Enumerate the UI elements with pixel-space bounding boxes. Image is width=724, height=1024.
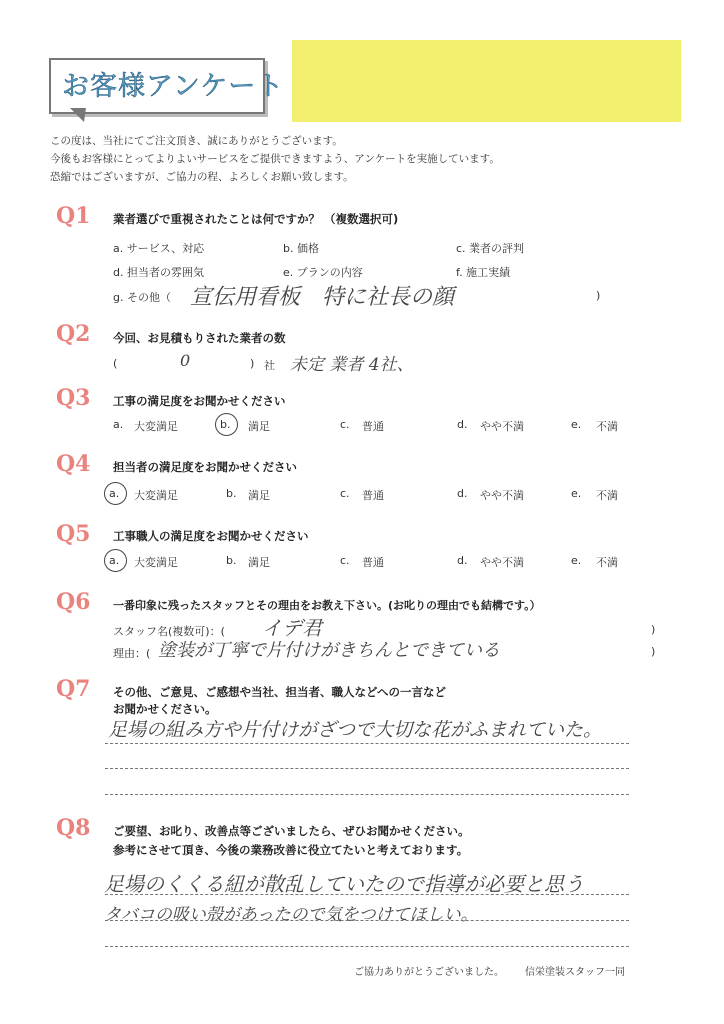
q5-label: Q5	[56, 521, 91, 547]
q4-option-c: 普通	[362, 489, 384, 502]
q1-option-a: a. サービス、対応	[113, 242, 205, 255]
q7-writing-line-3	[105, 794, 629, 795]
q1-option-b: b. 価格	[283, 242, 319, 255]
q7-label: Q7	[56, 676, 91, 702]
intro-line-3: 恐縮ではございますが、ご協力の程、よろしくお願い致します。	[50, 171, 354, 183]
q1-option-f: f. 施工実績	[456, 266, 511, 279]
q8-writing-line-2	[105, 920, 629, 921]
q2-answer: 未定 業者 4社、	[290, 355, 414, 375]
q6-reason-answer: 塗装が丁寧で片付けがきちんとできている	[158, 640, 500, 661]
q3-option-e: 不満	[596, 420, 618, 433]
q3-option-d: やや不満	[480, 420, 524, 433]
q1-option-e: e. プランの内容	[283, 266, 363, 279]
q3-option-e-key: e.	[571, 418, 582, 431]
q3-text: 工事の満足度をお聞かせください	[113, 394, 286, 408]
q6-reason-close: )	[651, 645, 656, 658]
q4-option-a-key: a.	[109, 487, 120, 500]
q8-answer-1: 足場のくくる紐が散乱していたので指導が必要と思う	[104, 872, 584, 896]
q6-text: 一番印象に残ったスタッフとその理由をお教え下さい。(お叱りの理由でも結構です。）	[113, 599, 541, 612]
q4-option-b-key: b.	[226, 487, 237, 500]
q7-text-2: お聞かせください。	[113, 702, 217, 716]
q6-staff-answer: イデ君	[262, 616, 322, 640]
title-box-tail	[70, 108, 86, 122]
q2-unit: 社	[264, 359, 275, 372]
q2-close-paren: )	[250, 357, 255, 370]
q4-option-d: やや不満	[480, 489, 524, 502]
q5-option-c: 普通	[362, 556, 384, 569]
q5-text: 工事職人の満足度をお聞かせください	[113, 529, 309, 543]
q1-other-answer: 宣伝用看板 特に社長の顔	[190, 285, 455, 310]
footer-company: 信栄塗装スタッフ一同	[525, 967, 625, 978]
q8-text-2: 参考にさせて頂き、今後の業務改善に役立てたいと考えております。	[113, 843, 469, 857]
q1-option-g: g. その他（	[113, 291, 171, 304]
q8-answer-2: タバコの吸い殻があったので気をつけてほしい。	[104, 905, 478, 925]
intro-line-2: 今後もお客様にとってよりよいサービスをご提供できますよう、アンケートを実施しています。	[50, 153, 500, 165]
q5-option-a: 大変満足	[134, 556, 178, 569]
q8-label: Q8	[56, 815, 91, 841]
page-title: お客様アンケート	[62, 71, 285, 102]
q6-label: Q6	[56, 589, 91, 615]
q2-label: Q2	[56, 321, 91, 347]
q3-option-a: 大変満足	[134, 420, 178, 433]
q4-option-b: 満足	[248, 489, 270, 502]
q3-option-d-key: d.	[457, 418, 468, 431]
q5-option-e: 不満	[596, 556, 618, 569]
q1-label: Q1	[56, 203, 91, 229]
q7-answer: 足場の組み方や片付けがざつで大切な花がふまれていた。	[108, 719, 603, 741]
q5-option-b: 満足	[248, 556, 270, 569]
q2-open-paren: (	[113, 357, 118, 370]
q6-staff-close: )	[651, 623, 656, 636]
intro-line-1: この度は、当社にてご注文頂き、誠にありがとうございます。	[50, 135, 343, 147]
q3-option-a-key: a.	[113, 418, 124, 431]
q4-option-d-key: d.	[457, 487, 468, 500]
q8-writing-line-1	[105, 894, 629, 895]
q4-option-c-key: c.	[340, 487, 350, 500]
q6-staff-label: スタッフ名(複数可)：(	[113, 625, 225, 638]
q5-option-e-key: e.	[571, 554, 582, 567]
q6-reason-label: 理由：(	[113, 647, 151, 660]
q1-option-d: d. 担当者の雰囲気	[113, 266, 204, 279]
q7-writing-line-1	[105, 743, 629, 744]
q5-option-c-key: c.	[340, 554, 350, 567]
q3-option-b: 満足	[248, 420, 270, 433]
q4-option-e: 不満	[596, 489, 618, 502]
q3-option-b-key: b.	[220, 418, 231, 431]
q2-text: 今回、お見積もりされた業者の数	[113, 331, 286, 345]
q7-text-1: その他、ご意見、ご感想や当社、担当者、職人などへの一言など	[113, 685, 447, 699]
q5-option-a-key: a.	[109, 554, 120, 567]
q1-option-c: c. 業者の評判	[456, 242, 525, 255]
q5-option-b-key: b.	[226, 554, 237, 567]
q4-label: Q4	[56, 451, 91, 477]
q4-option-a: 大変満足	[134, 489, 178, 502]
q8-writing-line-3	[105, 946, 629, 947]
q3-label: Q3	[56, 385, 91, 411]
q8-text-1: ご要望、お叱り、改善点等ございましたら、ぜひお聞かせください。	[113, 824, 470, 838]
q1-close-paren: )	[596, 289, 601, 302]
q1-text: 業者選びで重視されたことは何ですか？ （複数選択可)	[113, 212, 399, 226]
q7-writing-line-2	[105, 768, 629, 769]
q3-option-c: 普通	[362, 420, 384, 433]
q5-option-d-key: d.	[457, 554, 468, 567]
q5-option-d: やや不満	[480, 556, 524, 569]
q3-option-c-key: c.	[340, 418, 350, 431]
sticky-note	[292, 40, 681, 122]
q2-count: 0	[180, 351, 191, 370]
q4-text: 担当者の満足度をお聞かせください	[113, 460, 297, 474]
q4-option-e-key: e.	[571, 487, 582, 500]
footer-thanks: ご協力ありがとうございました。	[354, 967, 504, 978]
